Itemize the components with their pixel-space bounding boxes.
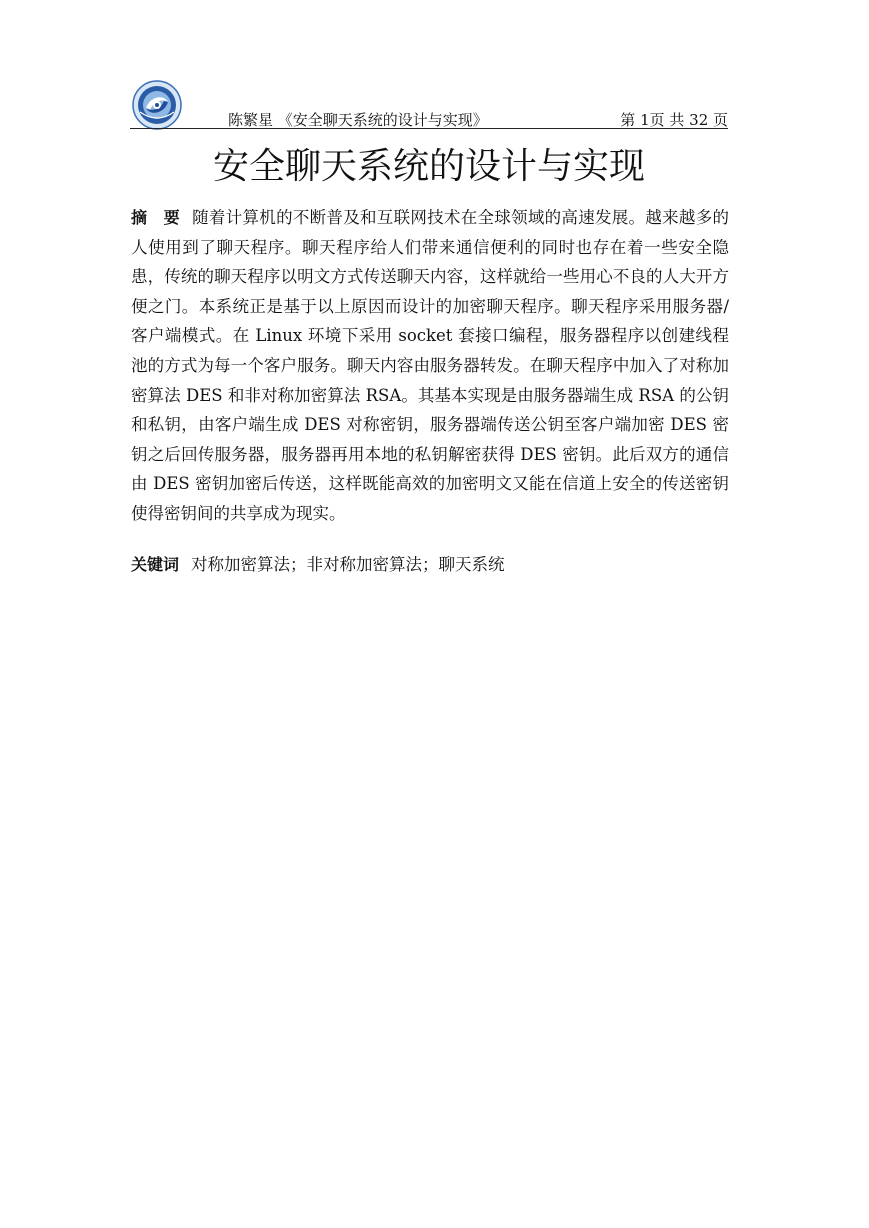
header-divider xyxy=(130,128,728,129)
keywords-text: 对称加密算法；非对称加密算法；聊天系统 xyxy=(191,555,505,574)
page-title: 安全聊天系统的设计与实现 xyxy=(212,146,645,187)
running-header-title: 陈繁星 《安全聊天系统的设计与实现》 xyxy=(228,111,488,129)
abstract-label: 摘 要 xyxy=(131,208,180,227)
page-number: 第 1页 共 32 页 xyxy=(620,111,728,129)
abstract-text: 随着计算机的不断普及和互联网技术在全球领域的高速发展。越来越多的人使用到了聊天程序。聊天程序给人们带来通信便利的同时也存在着一些安全隐患，传统的聊天程序以明文方式传送聊天内容，这样就给一些用心不良的人大开方便之门。本系统正是基于以上原因而设计的加密聊天程序。聊天程序采用服务器/客户端模式。在 Linux 环境下采用 socket 套接口编程，服务器程序以创建线程池的方式为每一个客户服务。聊天内容由服务器转发。在聊天程序中加入了对称加密算法 DES 和非对称加密算法 RSA。其基本实现是由服务器端生成 RSA 的公钥和私钥，由客户端生成 DES 对称密钥，服务器端传送公钥至客户端加密 DES 密钥之后回传服务器，服务器再用本地的私钥解密获得 DES 密钥。此后双方的通信由 DES 密钥加密后传送，这样既能高效的加密明文又能在信道上安全的传送密钥使得密钥间的共享成为现实。 xyxy=(131,208,729,523)
university-emblem-icon xyxy=(132,80,182,130)
keywords-line xyxy=(131,551,729,579)
keywords-label: 关键词 xyxy=(131,555,180,574)
abstract-paragraph xyxy=(131,203,729,529)
